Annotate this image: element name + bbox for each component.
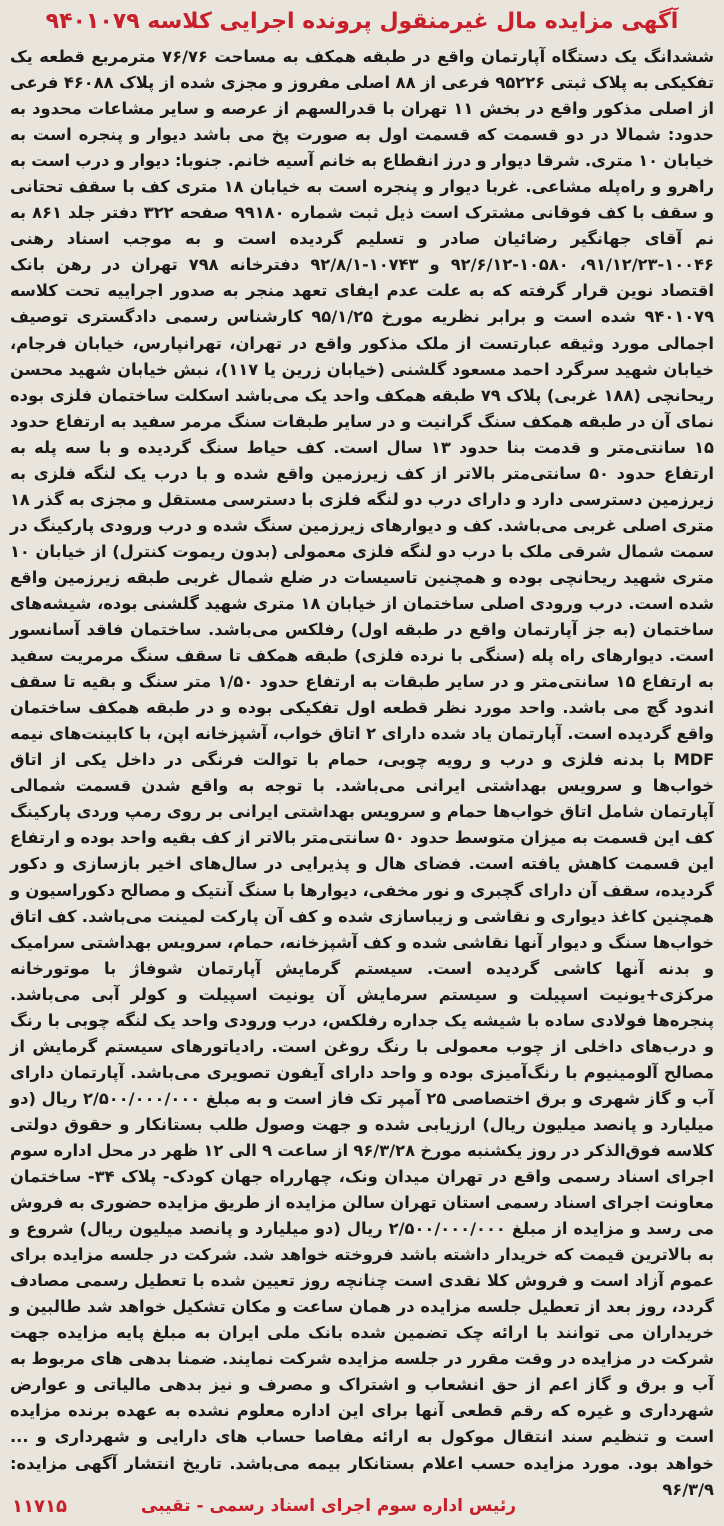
ad-code: ۱۱۷۱۵ xyxy=(12,1495,67,1517)
signature-line: رئیس اداره سوم اجرای اسناد رسمی - تقیبی xyxy=(140,1496,516,1516)
ad-title: آگهی مزایده مال غیرمنقول پرونده اجرایی کلاسه ۹۴۰۱۰۷۹ xyxy=(45,9,679,34)
ad-body-text: ششدانگ یک دستگاه آپارتمان واقع در طبقه همکف به مساحت ۷۶/۷۶ مترمربع قطعه یک تفکیکی به پلاک ثبتی ۹۵۲۲۶ فرعی از ۸۸ اصلی مفروز و مجزی شده از پلاک ۴۶۰۸۸ فرعی از اصلی مذکور واقع در بخش ۱۱ تهران با قدرالسهم از عرصه و سایر مشاعات محدود به حدود: شمالا در دو قسمت که قسمت اول به صورت پخ می باشد دیوار و پنجره است به خیابان ۱۰ متری. شرقا دیوار و درز انقطاع به خانم آسیه خانم. جنوبا: دیوار و درب است به راهرو و راه‌پله مشاعی. غربا دیوار و پنجره است به خیابان ۱۸ متری کف با سقف تحتانی و سقف با کف فوقانی مشترک است ذیل ثبت شماره ۹۹۱۸۰ صفحه ۳۲۲ دفتر جلد ۸۶۱ به نم آقای جهانگیر رضائیان صادر و تسلیم گردیده است و به موجب اسناد رهنی ۱۰۰۴۶-۹۱/۱۲/۲۳، ۱۰۵۸۰-۹۲/۶/۱۲ و ۱۰۷۴۳-۹۲/۸/۱ دفترخانه ۷۹۸ تهران در رهن بانک اقتصاد نوین قرار گرفته که به علت عدم ایفای تعهد منجر به صدور اجراییه تحت کلاسه ۹۴۰۱۰۷۹ شده است و برابر نظریه مورخ ۹۵/۱/۲۵ کارشناس رسمی دادگستری توصیف اجمالی مورد وثیقه عبارتست از ملک مذکور واقع در تهران، تهرانپارس، خیابان فرجام، خیابان شهید سرگرد احمد مسعود گلشنی (خیابان زرین یا ۱۱۷)، نبش خیابان شهید محسن ریحانچی (۱۸۸ غربی) پلاک ۷۹ طبقه همکف واحد یک می‌باشد اسکلت ساختمان فلزی بوده نمای آن در طبقه همکف سنگ گرانیت و در سایر طبقات سنگ مرمر سفید به ارتفاع حدود ۱۵ سانتی‌متر و قدمت بنا حدود ۱۳ سال است. کف حیاط سنگ گردیده و با سه پله به ارتفاع حدود ۵۰ سانتی‌متر بالاتر از کف زیرزمین واقع شده و با درب یک لنگه فلزی به زیرزمین دسترسی دارد و دارای درب دو لنگه فلزی با دسترسی مستقل و مجزی به گذر ۱۸ متری اصلی غربی می‌باشد. کف و دیوارهای زیرزمین سنگ شده و درب ورودی پارکینگ در سمت شمال شرقی ملک با درب دو لنگه فلزی معمولی (بدون ریموت کنترل) از خیابان ۱۰ متری شهید ریحانچی بوده و همچنین تاسیسات در ضلع شمال غربی طبقه زیرزمین واقع شده است. درب ورودی اصلی ساختمان از خیابان ۱۸ متری شهید گلشنی بوده، شیشه‌های ساختمان (به جز آپارتمان واقع در طبقه اول) رفلکس می‌باشد. ساختمان فاقد آسانسور است. دیوارهای راه پله (سنگی با نرده فلزی) طبقه همکف تا سقف سنگ مرمریت سفید به ارتفاع ۱۵ سانتی‌متر و در سایر طبقات به ارتفاع حدود ۱/۵۰ متر سنگ و بقیه تا سقف اندود گچ می باشد. واحد مورد نظر قطعه اول تفکیکی بوده و در طبقه همکف ساختمان واقع گردیده است. آپارتمان یاد شده دارای ۲ اتاق خواب، آشپزخانه اپن، با کابینت‌های نیمه MDF با بدنه فلزی و درب و رویه چوبی، حمام با توالت فرنگی در داخل یکی از اتاق خواب‌ها و سرویس بهداشتی ایرانی می‌باشد. با توجه به واقع شدن قسمت شمالی آپارتمان شامل اتاق خواب‌ها حمام و سرویس بهداشتی ایرانی بر روی رمپ وردی پارکینگ کف این قسمت به میزان متوسط حدود ۵۰ سانتی‌متر بالاتر از کف بقیه واحد بوده و ارتفاع این قسمت کاهش یافته است. فضای هال و پذیرایی در سال‌های اخیر بازسازی و دکور گردیده، سقف آن دارای گچبری و نور مخفی، دیوارها با سنگ آنتیک و مصالح دکوراسیون و همچنین کاغذ دیواری و نقاشی و زیباسازی شده و کف آن پارکت لمینت می‌باشد. کف اتاق خواب‌ها سنگ و دیوار آنها نقاشی شده و کف آشپزخانه، حمام، سرویس بهداشتی سرامیک و بدنه آنها کاشی گردیده است. سیستم گرمایش آپارتمان شوفاژ با موتورخانه مرکزی+یونیت اسپیلت و سیستم سرمایش آن یونیت اسپیلت و کولر آبی می‌باشد. پنجره‌ها فولادی ساده با شیشه یک جداره رفلکس، درب ورودی واحد یک لنگه چوبی با رنگ و درب‌های داخلی از چوب معمولی با رنگ روغن است. رادیاتورهای سیستم گرمایش از مصالح آلومینیوم با رنگ‌آمیزی بوده و واحد دارای آیفون تصویری می‌باشد. آپارتمان دارای آب و گاز شهری و برق اختصاصی ۲۵ آمپر تک فاز است و به مبلغ ۲/۵۰۰/۰۰۰/۰۰۰ ریال (دو میلیارد و پانصد میلیون ریال) ارزیابی شده و جهت وصول طلب بستانکار و حقوق دولتی کلاسه فوق‌الذکر در روز یکشنبه مورخ ۹۶/۳/۲۸ از ساعت ۹ الی ۱۲ ظهر در محل اداره سوم اجرای اسناد رسمی واقع در تهران میدان ونک، چهارراه جهان کودک- پلاک ۳۴- ساختمان معاونت اجرای اسناد رسمی استان تهران سالن مزایده از طریق مزایده حضوری به فروش می رسد و مزایده از مبلغ ۲/۵۰۰/۰۰۰/۰۰۰ ریال (دو میلیارد و پانصد میلیون ریال) شروع و به بالاترین قیمت که خریدار داشته باشد فروخته خواهد شد. شرکت در جلسه مزایده برای عموم آزاد است و فروش کلا نقدی است چنانچه روز تعیین شده با تعطیل رسمی مصادف گردد، روز بعد از تعطیل جلسه مزایده در همان ساعت و مکان تشکیل خواهد شد طالبین و خریداران می توانند با ارائه چک تضمین شده بانک ملی ایران به مبلغ پایه مزایده جهت شرکت در مزایده در وقت مقرر در جلسه مزایده شرکت نمایند. ضمنا بدهی های مربوط به آب و برق و گاز اعم از حق انشعاب و اشتراک و مصرف و نیز بدهی مالیاتی و عوارض شهرداری و غیره که رقم قطعی آنها برای این اداره معلوم نشده به عهده برنده مزایده است و تنظیم سند انتقال موکول به ارائه مفاصا حساب های دارایی و شهرداری و ... خواهد بود. مورد مزایده حسب اعلام بستانکار بیمه می‌باشد. تاریخ انتشار آگهی مزایده: ۹۶/۳/۹ xyxy=(10,47,715,1499)
ad-footer xyxy=(8,1492,716,1520)
